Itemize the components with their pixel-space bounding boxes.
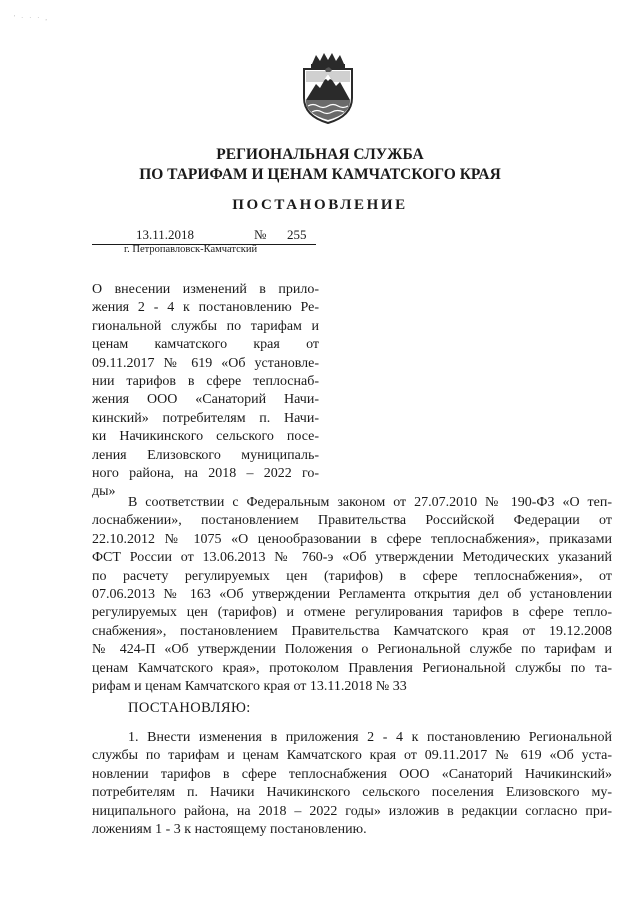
subject-line: жения 2 - 4 к постановлению Ре-: [92, 300, 319, 316]
subject-line: ды»: [92, 484, 116, 500]
document-type-title: ПОСТАНОВЛЕНИЕ: [232, 197, 408, 213]
organization-title-line-1: РЕГИОНАЛЬНАЯ СЛУЖБА: [216, 146, 424, 163]
preamble-line: 07.06.2013 № 163 «Об утверждении Регламента открытия дел об установлении: [92, 587, 612, 603]
preamble-line: ценам Камчатского края», протоколом Правления Региональной службы по та-: [92, 660, 612, 676]
subject-line: ки Начикинского сельского посе-: [92, 429, 319, 445]
item-1-line: ниципального района, на 2018 – 2022 годы» изложив в редакции согласно при-: [92, 803, 612, 819]
kamchatka-coat-of-arms-icon: [298, 52, 358, 124]
date-number-row: [92, 226, 316, 245]
document-subject: [92, 281, 319, 502]
preamble-line: ФСТ России от 13.06.2013 № 760-э «Об утверждении Методических указаний: [92, 550, 612, 566]
item-1-line: службы по тарифам и ценам Камчатского края от 09.11.2017 № 619 «Об уста-: [92, 748, 612, 764]
document-number: 255: [287, 227, 307, 242]
item-1-line: ложениям 1 - 3 к настоящему постановлению.: [92, 822, 367, 838]
subject-line: нии тарифов в сфере теплоснаб-: [92, 374, 319, 390]
document-date: 13.11.2018: [136, 227, 195, 242]
document-city: г. Петропавловск-Камчатский: [124, 244, 258, 255]
item-1-line: потребителям п. Начики Начикинского сельского поселения Елизовского му-: [92, 785, 612, 801]
preamble-line: № 424-П «Об утверждении Положения о Региональной службе по тарифам и: [92, 642, 612, 658]
subject-line: 09.11.2017 № 619 «Об установле-: [92, 355, 319, 371]
preamble-line: 22.10.2012 № 1075 «О ценообразовании в сфере теплоснабжения», приказами: [92, 531, 612, 547]
subject-line: ления Елизовского муниципаль-: [92, 447, 319, 463]
preamble-line: снабжения», постановлением Правительства Камчатского края от 19.12.2008: [92, 623, 612, 639]
item-1-line: 1. Внести изменения в приложения 2 - 4 к постановлению Региональной: [128, 730, 612, 745]
subject-line: ного района, на 2018 – 2022 го-: [92, 466, 319, 482]
preamble-line: В соответствии с Федеральным законом от 27.07.2010 № 190-ФЗ «О теп-: [128, 495, 612, 510]
preamble-line: регулируемых цен (тарифов) и отмене регулирования тарифов в сфере тепло-: [92, 605, 612, 621]
preamble-line: по расчету регулируемых цен (тарифов) в сфере теплоснабжения», от: [92, 568, 612, 584]
subject-line: гиональной службы по тарифам и: [92, 318, 319, 334]
subject-line: кинский» потребителям п. Начи-: [92, 410, 319, 426]
decree-word: ПОСТАНОВЛЯЮ:: [128, 700, 251, 716]
item-1-line: новлении тарифов в сфере теплоснабжения ООО «Санаторий Начикинский»: [92, 766, 612, 782]
preamble-line: рифам и ценам Камчатского края от 13.11.2018 № 33: [92, 679, 407, 695]
preamble-paragraph: [92, 494, 612, 696]
number-sign: №: [254, 227, 267, 242]
item-1-paragraph: [92, 729, 612, 839]
subject-line: жения ООО «Санаторий Начи-: [92, 392, 319, 408]
organization-title-line-2: ПО ТАРИФАМ И ЦЕНАМ КАМЧАТСКОГО КРАЯ: [139, 166, 501, 183]
subject-line: ценам камчатского края от: [92, 337, 319, 353]
preamble-line: лоснабжении», постановлением Правительства Российской Федерации от: [92, 513, 612, 529]
subject-line: О внесении изменений в прило-: [92, 282, 319, 297]
margin-note: ' · · · ,: [14, 14, 50, 22]
